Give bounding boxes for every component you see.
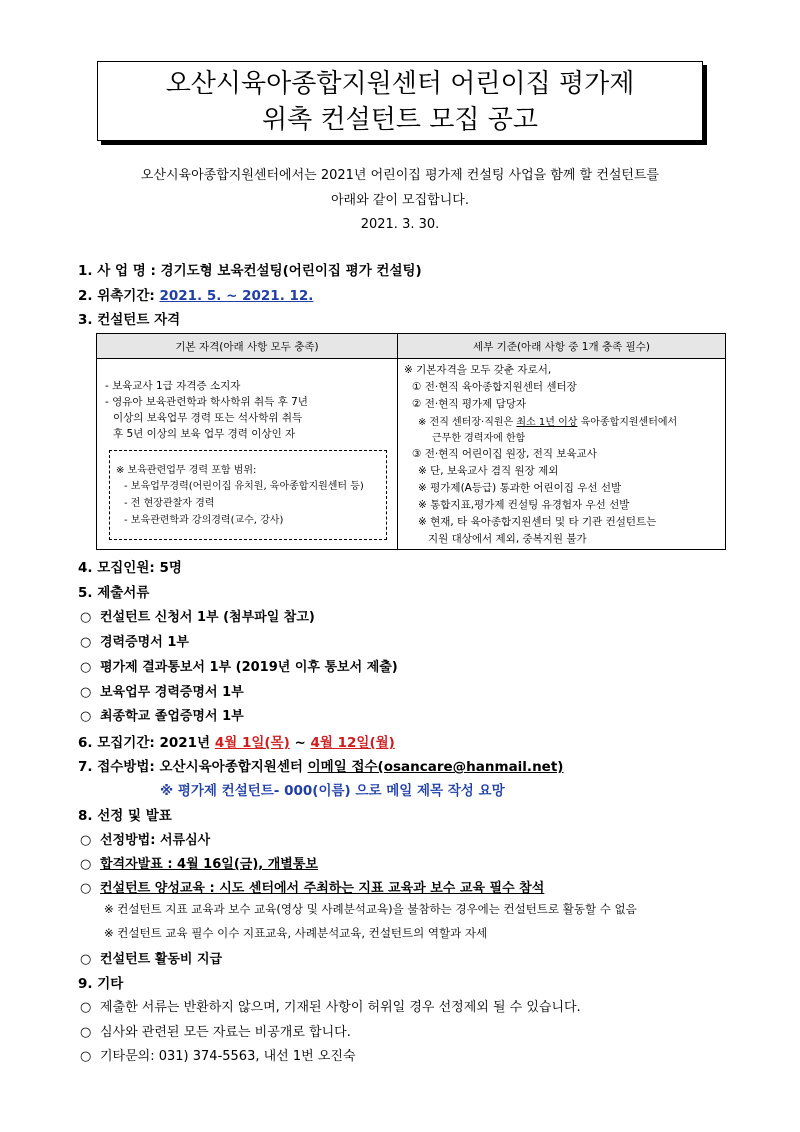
detail-line: ※ 단, 보육교사 겸직 원장 제외 xyxy=(418,465,559,477)
circle-bullet: ○ xyxy=(80,635,92,650)
title-box xyxy=(97,61,703,141)
title-line-2: 위촉 컨설턴트 모집 공고 xyxy=(262,105,538,135)
misc-item xyxy=(80,1045,356,1064)
section-7-label: 7. 접수방법: 오산시육아종합지원센터 xyxy=(78,759,308,775)
document-item xyxy=(80,631,189,650)
document-item xyxy=(80,606,315,625)
detail-fragment: 육아종합지원센터에서 xyxy=(577,417,678,428)
activity-fee: 컨설턴트 활동비 지급 xyxy=(100,952,223,967)
document-item-text: 보육업무 경력증명서 1부 xyxy=(100,685,244,700)
detail-line: ② 전·현직 평가제 담당자 xyxy=(412,398,527,410)
document-item-text: 최종학교 졸업증명서 1부 xyxy=(100,709,244,724)
range-line: - 전 현장관찰자 경력 xyxy=(124,498,215,509)
circle-bullet: ○ xyxy=(80,709,92,724)
training-note-1: ※ 컨설턴트 지표 교육과 보수 교육(영상 및 사례분석교육)을 불참하는 경우에는 컨설턴트로 활동할 수 없음 xyxy=(104,902,637,916)
misc-item-text: 심사와 관련된 모든 자료는 비공개로 합니다. xyxy=(100,1025,351,1040)
circle-bullet: ○ xyxy=(80,833,92,848)
document-item xyxy=(80,656,398,675)
experience-range-box xyxy=(109,450,387,540)
basic-line: 이상의 보육업무 경력 또는 석사학위 취득 xyxy=(113,412,303,424)
range-line: - 보육업무경력(어린이집 유치원, 육아종합지원센터 등) xyxy=(124,481,364,492)
table-header-basic: 기본 자격(아래 사항 모두 충족) xyxy=(97,334,398,359)
selection-item xyxy=(80,948,222,967)
detail-line: 근무한 경력자에 한함 xyxy=(432,433,526,444)
document-item xyxy=(80,705,244,724)
email-application: 이메일 접수(osancare@hanmail.net) xyxy=(307,759,564,775)
section-4: 4. 모집인원: 5명 xyxy=(78,560,182,576)
circle-bullet: ○ xyxy=(80,610,92,625)
circle-bullet: ○ xyxy=(80,660,92,675)
intro-line-1: 오산시육아종합지원센터에서는 2021년 어린이집 평가제 컨설팅 사업을 함께 할 컨설턴트를 xyxy=(140,168,660,183)
email-subject-note: ※ 평가제 컨설턴트- 000(이름) 으로 메일 제목 작성 요망 xyxy=(160,783,505,799)
document-item xyxy=(80,681,244,700)
selection-item xyxy=(80,829,210,848)
basic-line: - 보육교사 1급 자격증 소지자 xyxy=(105,380,241,392)
circle-bullet: ○ xyxy=(80,952,92,967)
project-name: 경기도형 보육컨설팅(어린이집 평가 컨설팅) xyxy=(160,263,422,279)
start-date: 4월 1일(목) xyxy=(214,735,290,751)
selection-item xyxy=(80,877,544,896)
section-1-label: 1. 사 업 명 : xyxy=(78,263,161,279)
section-6-label: 6. 모집기간: 2021년 xyxy=(78,735,215,751)
training-requirement: 컨설턴트 양성교육 : 시도 센터에서 주최하는 지표 교육과 보수 교육 필수 참석 xyxy=(100,881,545,896)
circle-bullet: ○ xyxy=(80,685,92,700)
section-3: 3. 컨설턴트 자격 xyxy=(78,312,181,328)
section-1 xyxy=(78,259,422,279)
range-line: ※ 보육관련업무 경력 포함 범위: xyxy=(116,465,257,476)
detail-line: ① 전·현직 육아종합지원센터 센터장 xyxy=(412,381,577,393)
table-header-detail: 세부 기준(아래 사항 중 1개 충족 필수) xyxy=(398,334,726,359)
selection-method: 선정방법: 서류심사 xyxy=(100,833,211,848)
detail-criteria-cell xyxy=(398,359,726,550)
detail-line: ※ 통합지표,평가제 컨설팅 유경험자 우선 선발 xyxy=(418,499,630,511)
circle-bullet: ○ xyxy=(80,857,92,872)
section-6 xyxy=(78,731,395,751)
basic-qualifications-cell xyxy=(97,359,398,550)
qualification-table xyxy=(96,333,726,550)
intro-line-2: 아래와 같이 모집합니다. xyxy=(331,193,469,208)
detail-line xyxy=(418,413,677,428)
section-9: 9. 기타 xyxy=(78,976,124,992)
basic-line: - 영유아 보육관련학과 학사학위 취득 후 7년 xyxy=(105,396,308,408)
notice-date: 2021. 3. 30. xyxy=(360,217,440,232)
contact-info: 기타문의: 031) 374-5563, 내선 1번 오진숙 xyxy=(100,1049,356,1064)
result-announcement: 합격자발표 : 4월 16일(금), 개별통보 xyxy=(100,857,318,872)
training-note-2: ※ 컨설턴트 교육 필수 이수 지표교육, 사례분석교육, 컨설턴트의 역할과 자세 xyxy=(104,926,488,940)
selection-item xyxy=(80,853,318,872)
document-item-text: 컨설턴트 신청서 1부 (첨부파일 참고) xyxy=(100,610,315,625)
section-7 xyxy=(78,755,563,775)
detail-line: ③ 전·현직 어린이집 원장, 전직 보육교사 xyxy=(412,448,597,460)
section-2-label: 2. 위촉기간: xyxy=(78,288,160,304)
section-2 xyxy=(78,284,313,304)
circle-bullet: ○ xyxy=(80,881,92,896)
detail-fragment-underlined: 최소 1년 이상 xyxy=(516,417,578,428)
misc-item xyxy=(80,996,581,1015)
detail-fragment: ※ 전직 센터장·직원은 xyxy=(418,417,517,428)
circle-bullet: ○ xyxy=(80,1025,92,1040)
misc-item xyxy=(80,1021,351,1040)
circle-bullet: ○ xyxy=(80,1000,92,1015)
detail-line: ※ 평가제(A등급) 통과한 어린이집 우선 선발 xyxy=(418,482,622,494)
end-date: 4월 12일(월) xyxy=(310,735,395,751)
section-5: 5. 제출서류 xyxy=(78,585,150,601)
commission-period: 2021. 5. ~ 2021. 12. xyxy=(159,288,314,304)
circle-bullet: ○ xyxy=(80,1049,92,1064)
basic-line: 후 5년 이상의 보육 업무 경력 이상인 자 xyxy=(113,428,296,440)
date-separator: ~ xyxy=(289,735,311,751)
range-line: - 보육관련학과 강의경력(교수, 강사) xyxy=(124,515,284,526)
document-item-text: 평가제 결과통보서 1부 (2019년 이후 통보서 제출) xyxy=(100,660,398,675)
misc-item-text: 제출한 서류는 반환하지 않으며, 기재된 사항이 허위일 경우 선정제외 될 수 있습니다. xyxy=(100,1000,581,1015)
detail-line: ※ 기본자격을 모두 갖춘 자로서, xyxy=(404,364,552,376)
detail-line: ※ 현재, 타 육아종합지원센터 및 타 기관 컨설턴트는 xyxy=(418,516,657,528)
title-line-1: 오산시육아종합지원센터 어린이집 평가제 xyxy=(165,69,635,99)
detail-line: 지원 대상에서 제외, 중복지원 불가 xyxy=(428,533,587,545)
section-8: 8. 선정 및 발표 xyxy=(78,808,172,824)
document-item-text: 경력증명서 1부 xyxy=(100,635,189,650)
